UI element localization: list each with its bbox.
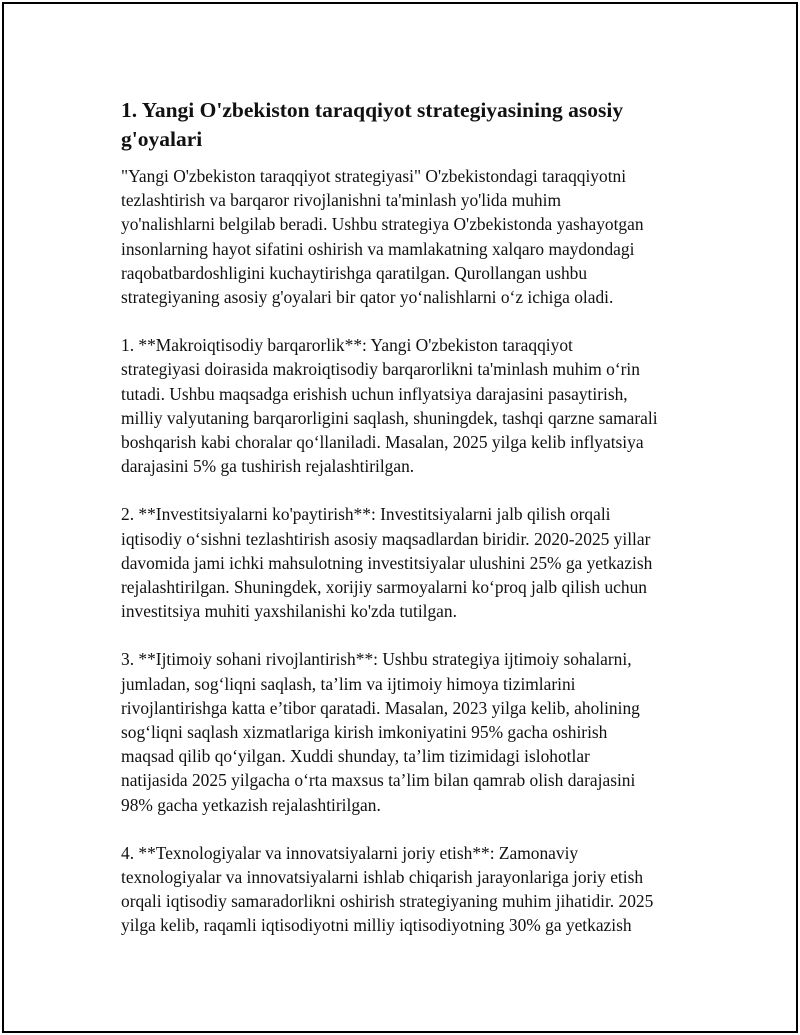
text-line: texnologiyalar va innovatsiyalarni ishlab chiqarish jarayonlariga joriy etish [121,867,644,888]
text-line: natijasida 2025 yilgacha o‘rta maxsus ta’lim bilan qamrab olish darajasini [121,770,636,791]
text-line: 1. **Makroiqtisodiy barqarorlik**: Yangi O'zbekiston taraqqiyot [121,335,573,356]
title-line: 1. Yangi O'zbekiston taraqqiyot strategiyasining asosiy [121,98,624,122]
text-line: davomida jami ichki mahsulotning investitsiyalar ulushini 25% ga yetkazish [121,552,653,573]
text-line: sog‘liqni saqlash xizmatlariga kirish imkoniyatini 95% gacha oshirish [121,722,608,743]
paragraph-investments [121,502,699,623]
paragraph-macroeconomic-stability [121,333,699,478]
document-title [121,96,699,154]
text-line: 2. **Investitsiyalarni ko'paytirish**: Investitsiyalarni jalb qilish orqali [121,504,611,525]
text-line: investitsiya muhiti yaxshilanishi ko'zda tutilgan. [121,601,457,622]
text-line: iqtisodiy o‘sishni tezlashtirish asosiy maqsadlardan biridir. 2020-2025 yillar [121,528,651,549]
text-line: jumladan, sog‘liqni saqlash, ta’lim va ijtimoiy himoya tizimlarini [121,673,576,694]
title-line: g'oyalari [121,127,203,151]
text-line: raqobatbardoshligini kuchaytirishga qaratilgan. Qurollangan ushbu [121,262,588,283]
paragraph-social-sphere [121,647,699,816]
text-line: 3. **Ijtimoiy sohani rivojlantirish**: Ushbu strategiya ijtimoiy sohalarni, [121,649,632,670]
text-line: rivojlantirishga katta e’tibor qaratadi. Masalan, 2023 yilga kelib, aholining [121,697,640,718]
text-line: yo'nalishlarni belgilab beradi. Ushbu strategiya O'zbekistonda yashayotgan [121,214,644,235]
text-line: tutadi. Ushbu maqsadga erishish uchun inflyatsiya darajasini pasaytirish, [121,383,628,404]
text-line: "Yangi O'zbekiston taraqqiyot strategiyasi" O'zbekistondagi taraqqiyotni [121,166,627,186]
text-line: tezlashtirish va barqaror rivojlanishni ta'minlash yo'lida muhim [121,190,561,211]
text-line: maqsad qilib qo‘yilgan. Xuddi shunday, ta’lim tizimidagi islohotlar [121,746,590,767]
text-line: insonlarning hayot sifatini oshirish va mamlakatning xalqaro maydondagi [121,238,635,259]
text-line: milliy valyutaning barqarorligini saqlash, shuningdek, tashqi qarzne samarali [121,407,658,428]
text-line: orqali iqtisodiy samaradorlikni oshirish strategiyaning muhim jihatidir. 2025 [121,891,654,912]
page-frame [2,2,798,1033]
text-line: rejalashtirilgan. Shuningdek, xorijiy sarmoyalarni ko‘proq jalb qilish uchun [121,577,647,598]
intro-paragraph [121,164,699,309]
text-line: 4. **Texnologiyalar va innovatsiyalarni joriy etish**: Zamonaviy [121,842,579,863]
paragraph-technologies [121,841,699,938]
text-line: darajasini 5% ga tushirish rejalashtirilgan. [121,456,415,477]
text-line: yilga kelib, raqamli iqtisodiyotni milliy iqtisodiyotning 30% ga yetkazish [121,915,632,936]
text-line: 98% gacha yetkazish rejalashtirilgan. [121,794,381,815]
text-line: strategiyaning asosiy g'oyalari bir qator yo‘nalishlarni o‘z ichiga oladi. [121,287,614,308]
text-line: strategiyasi doirasida makroiqtisodiy barqarorlikni ta'minlash muhim o‘rin [121,359,640,380]
document-body [121,96,699,962]
text-line: boshqarish kabi choralar qo‘llaniladi. Masalan, 2025 yilga kelib inflyatsiya [121,432,644,453]
